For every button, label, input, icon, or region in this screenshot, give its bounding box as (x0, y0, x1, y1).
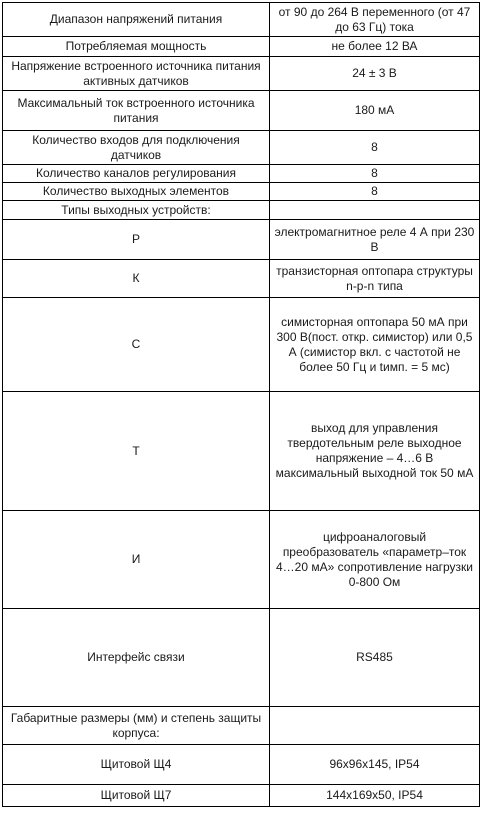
table-row (3, 165, 480, 183)
table-row (3, 183, 480, 201)
table-cell: Количество входов для подключения датчиков (3, 131, 270, 165)
table-cell: Количество каналов регулирования (3, 165, 270, 183)
table-cell: 96х96х145, IP54 (270, 745, 480, 785)
table-cell: 24 ± 3 В (270, 57, 480, 91)
table-row (3, 511, 480, 609)
table-row (3, 392, 480, 511)
table-row (3, 91, 480, 131)
table-cell: 180 мА (270, 91, 480, 131)
table-row (3, 609, 480, 707)
table-cell: Диапазон напряжений питания (3, 3, 270, 37)
table-cell: Щитовой Щ7 (3, 785, 270, 807)
table-cell: симисторная оптопара 50 мА при 300 В(пост. откр. симистор) или 0,5 А (симистор вкл. с частотой не более 50 Гц и tимп. = 5 мс) (270, 298, 480, 392)
table-row (3, 57, 480, 91)
table-cell: 8 (270, 165, 480, 183)
table-cell: не более 12 ВА (270, 37, 480, 57)
table-cell: Количество выходных элементов (3, 183, 270, 201)
table-row (3, 3, 480, 37)
table-cell: С (3, 298, 270, 392)
table-row (3, 201, 480, 220)
table-row (3, 707, 480, 745)
table-cell: 144х169х50, IP54 (270, 785, 480, 807)
table-cell: Щитовой Щ4 (3, 745, 270, 785)
table-cell: Максимальный ток встроенного источника питания (3, 91, 270, 131)
table-row (3, 260, 480, 298)
table-cell: 8 (270, 183, 480, 201)
table-cell: цифроаналоговый преобразователь «параметр–ток 4…20 мА» сопротивление нагрузки 0-800 Ом (270, 511, 480, 609)
table-row (3, 37, 480, 57)
table-cell (270, 201, 480, 220)
table-cell: электромагнитное реле 4 А при 230 В (270, 220, 480, 260)
table-cell: от 90 до 264 В переменного (от 47 до 63 Гц) тока (270, 3, 480, 37)
table-row (3, 745, 480, 785)
table-cell: Габаритные размеры (мм) и степень защиты корпуса: (3, 707, 270, 745)
table-row (3, 298, 480, 392)
table-cell: Потребляемая мощность (3, 37, 270, 57)
table-cell: 8 (270, 131, 480, 165)
table-cell: Типы выходных устройств: (3, 201, 270, 220)
table-cell: Т (3, 392, 270, 511)
spec-table (2, 2, 480, 807)
table-row (3, 131, 480, 165)
table-cell: выход для управления твердотельным реле выходное напряжение – 4…6 В максимальный выходной ток 50 мА (270, 392, 480, 511)
table-cell: Р (3, 220, 270, 260)
table-cell: Напряжение встроенного источника питания активных датчиков (3, 57, 270, 91)
table-cell: К (3, 260, 270, 298)
table-row (3, 220, 480, 260)
table-row (3, 785, 480, 807)
table-cell: И (3, 511, 270, 609)
table-cell (270, 707, 480, 745)
table-cell: транзисторная оптопара структуры n-p-n типа (270, 260, 480, 298)
table-cell: Интерфейс связи (3, 609, 270, 707)
table-cell: RS485 (270, 609, 480, 707)
